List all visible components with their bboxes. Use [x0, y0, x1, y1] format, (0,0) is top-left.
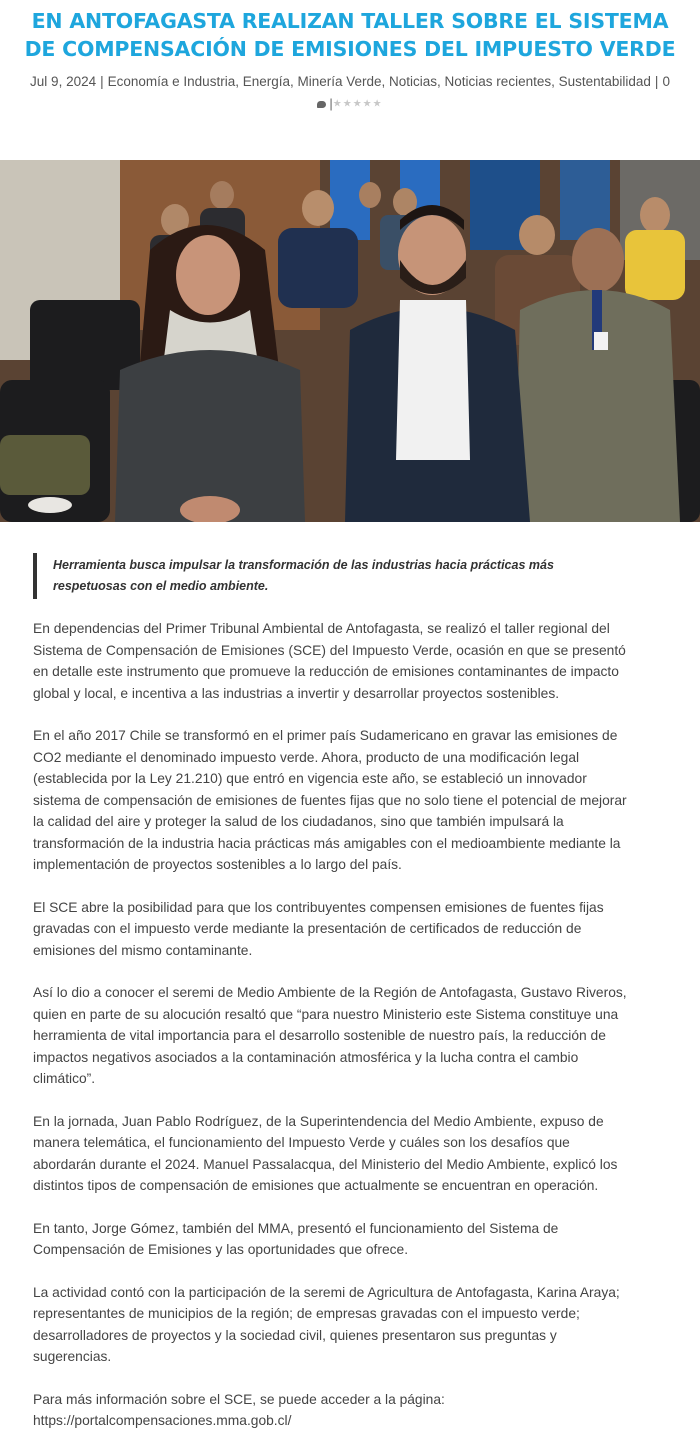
more-info-paragraph: [33, 1389, 633, 1432]
article-title: EN ANTOFAGASTA REALIZAN TALLER SOBRE EL SISTEMA DE COMPENSACIÓN DE EMISIONES DEL IMPUESTO VERDE: [24, 9, 676, 61]
comment-count[interactable]: 0: [662, 74, 670, 89]
post-meta: Jul 9, 2024 | Economía e Industria, Energía, Minería Verde, Noticias, Noticias recientes, Sustentabilidad | 0: [30, 74, 670, 89]
star-rating-icon[interactable]: ★★★★★: [332, 98, 383, 110]
paragraph: En tanto, Jorge Gómez, también del MMA, presentó el funcionamiento del Sistema de Compensación de Emisiones y las oportunidades que ofrece.: [33, 1220, 559, 1257]
paragraph: La actividad contó con la participación de la seremi de Agricultura de Antofagasta, Karina Araya; representantes de municipios de la región; de empresas gravadas con el impuesto verde; desarrolladores de proyectos y la sociedad civil, quienes presentaron sus preguntas y sugerencias.: [33, 1284, 620, 1364]
article-body: [33, 618, 633, 1453]
post-meta-secondary: |★★★★★: [0, 93, 700, 116]
post-date: Jul 9, 2024: [30, 74, 97, 89]
hero-photo: [0, 160, 700, 522]
post-categories[interactable]: Economía e Industria, Energía, Minería Verde, Noticias, Noticias recientes, Sustentabilidad: [107, 74, 651, 89]
more-info-text: Para más información sobre el SCE, se puede acceder a la página:: [33, 1391, 445, 1407]
paragraph: En la jornada, Juan Pablo Rodríguez, de la Superintendencia del Medio Ambiente, expuso de manera telemática, el funcionamiento del Impuesto Verde y cuáles son los desafíos que abordarán durante el 2024. Manuel Passalacqua, del Ministerio del Medio Ambiente, explicó los distintos tipos de compensación de emisiones que actualmente se encuentran en operación.: [33, 1113, 618, 1193]
hero-photo-illustration: [0, 160, 700, 522]
paragraph: Así lo dio a conocer el seremi de Medio Ambiente de la Región de Antofagasta, Gustavo Riveros, quien en parte de su alocución resaltó que “para nuestro Ministerio este Sistema constituye una herramienta de vital importancia para el desarrollo sostenible de nuestro país, la reducción de impactos negativos asociados a la contaminación atmosférica y la lucha contra el cambio climático”.: [33, 985, 627, 1086]
paragraph: En el año 2017 Chile se transformó en el primer país Sudamericano en gravar las emisiones de CO2 mediante el denominado impuesto verde. Ahora, producto de una modificación legal (establecida por la Ley 21.210) que entró en vigencia este año, se estableció un innovador sistema de compensación de emisiones de fuentes fijas que no solo tiene el potencial de mejorar la calidad del aire y proteger la salud de los ciudadanos, sino que también impulsará la transformación de la industria hacia prácticas más amigables con el medioambiente mediante la implementación de proyectos sostenibles a lo largo del país.: [33, 728, 627, 872]
paragraph: En dependencias del Primer Tribunal Ambiental de Antofagasta, se realizó el taller regional del Sistema de Compensación de Emisiones (SCE) del Impuesto Verde, ocasión en que se presentó en detalle este instrumento que promueve la reducción de emisiones contaminantes de impacto global y local, e incentiva a las industrias a invertir y desarrollar proyectos sostenibles.: [33, 621, 626, 701]
comment-icon[interactable]: [317, 101, 326, 108]
paragraph: El SCE abre la posibilidad para que los contribuyentes compensen emisiones de fuentes fijas gravadas con el impuesto verde mediante la presentación de certificados de reducción de emisiones del mismo contaminante.: [33, 899, 604, 958]
portal-link[interactable]: https://portalcompensaciones.mma.gob.cl/: [33, 1413, 292, 1428]
article-lead: Herramienta busca impulsar la transformación de las industrias hacia prácticas más respetuosas con el medio ambiente.: [33, 553, 593, 599]
